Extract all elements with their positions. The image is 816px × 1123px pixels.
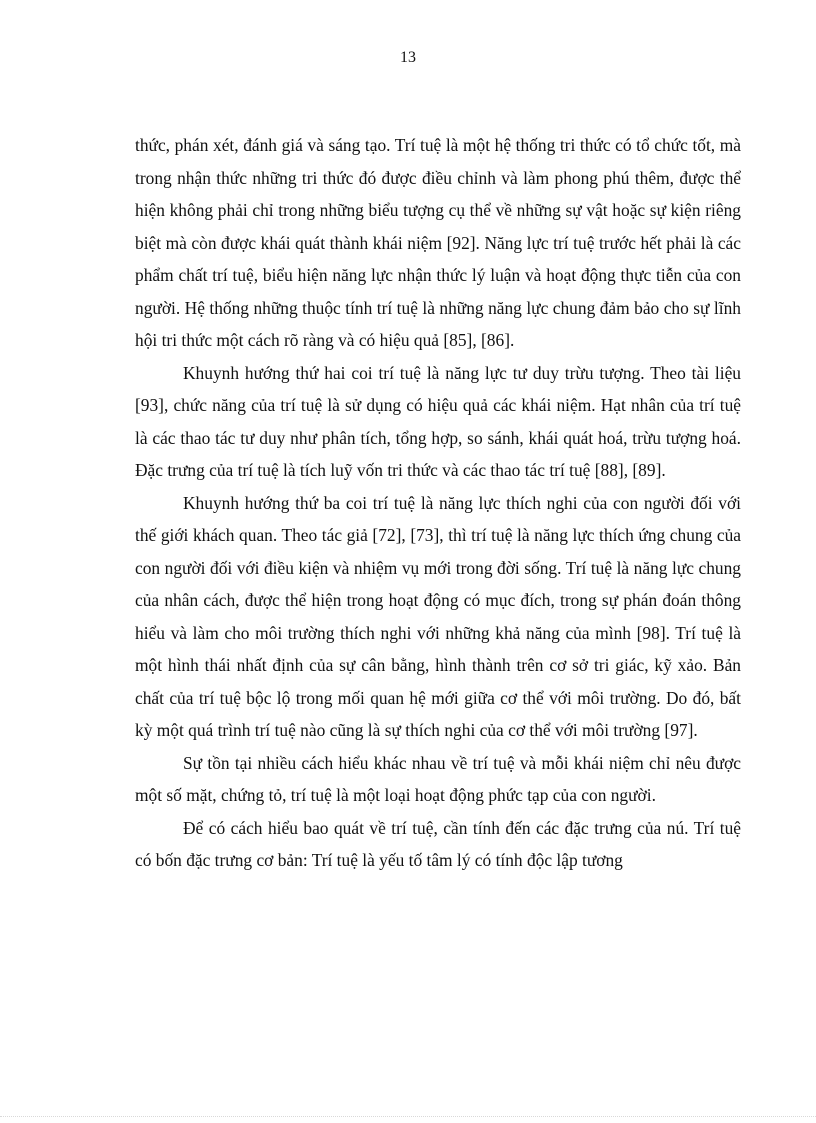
paragraph-second-tendency: Khuynh hướng thứ hai coi trí tuệ là năng lực tư duy trừu tượng. Theo tài liệu [93], chức năng của trí tuệ là sử dụng có hiệu quả các khái niệm. Hạt nhân của trí tuệ là các thao tác tư duy như phân tích, tổng hợp, so sánh, khái quát hoá, trừu tượng hoá. Đặc trưng của trí tuệ là tích luỹ vốn tri thức và các thao tác trí tuệ [88], [89].	[135, 362, 741, 480]
paragraph-general-understanding: Để có cách hiểu bao quát về trí tuệ, cần tính đến các đặc trưng của nú. Trí tuệ có bốn đặc trưng cơ bản: Trí tuệ là yếu tố tâm lý có tính độc lập tương	[135, 817, 741, 870]
page-bottom-divider	[0, 1116, 816, 1117]
paragraph-third-tendency: Khuynh hướng thứ ba coi trí tuệ là năng lực thích nghi của con người đối với thế giới khách quan. Theo tác giả [72], [73], thì trí tuệ là năng lực thích ứng chung của con người đối với điều kiện và nhiệm vụ mới trong đời sống. Trí tuệ là năng lực chung của nhân cách, được thể hiện trong hoạt động có mục đích, trong sự phán đoán thông hiểu và làm cho môi trường thích nghi với những khả năng của mình [98]. Trí tuệ là một hình thái nhất định của sự cân bằng, hình thành trên cơ sở tri giác, kỹ xảo. Bản chất của trí tuệ bộc lộ trong mối quan hệ mới giữa cơ thể với môi trường. Do đó, bất kỳ một quá trình trí tuệ nào cũng là sự thích nghi của cơ thể với môi trường [97].	[135, 492, 741, 740]
paragraph-continuation: thức, phán xét, đánh giá và sáng tạo. Trí tuệ là một hệ thống tri thức có tổ chức tốt, mà trong nhận thức những tri thức đó được điều chỉnh và làm phong phú thêm, được thể hiện không phải chỉ trong những biểu tượng cụ thể về những sự vật hoặc sự kiện riêng biệt mà còn được khái quát thành khái niệm [92]. Năng lực trí tuệ trước hết phải là các phẩm chất trí tuệ, biểu hiện năng lực nhận thức lý luận và hoạt động thực tiễn của con người. Hệ thống những thuộc tính trí tuệ là những năng lực chung đảm bảo cho sự lĩnh hội tri thức một cách rõ ràng và có hiệu quả [85], [86].	[135, 135, 741, 350]
document-body	[135, 129, 741, 877]
page-number: 13	[400, 49, 416, 66]
paragraph-multiple-understandings: Sự tồn tại nhiều cách hiểu khác nhau về trí tuệ và mỗi khái niệm chỉ nêu được một số mặt, chứng tỏ, trí tuệ là một loại hoạt động phức tạp của con người.	[135, 752, 741, 805]
